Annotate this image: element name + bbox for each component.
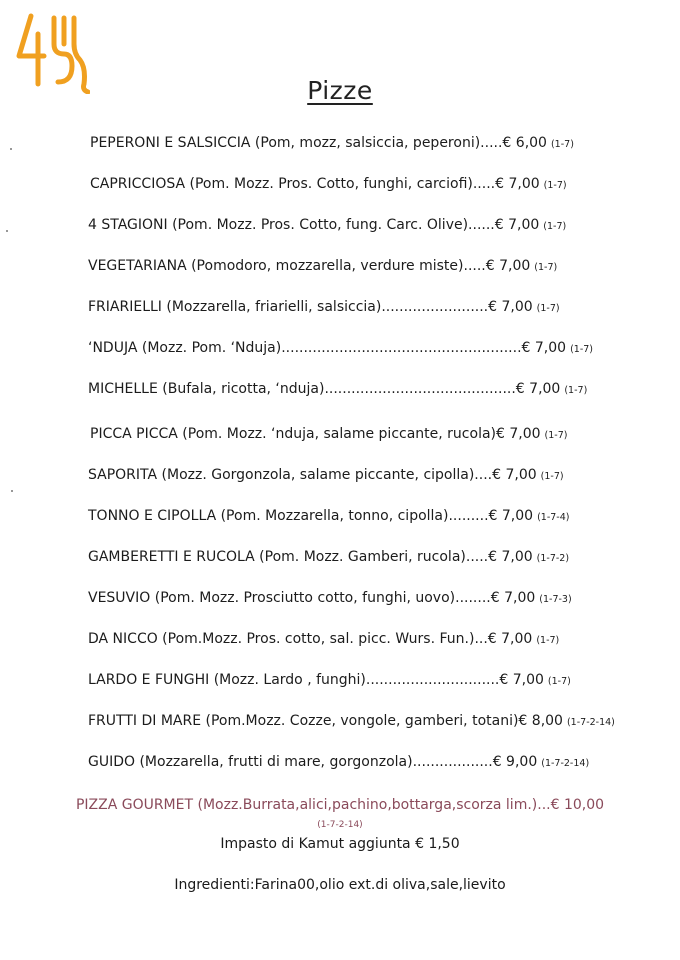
menu-item-allergens: (1-7): [534, 262, 558, 273]
gourmet-allergens: (1-7-2-14): [317, 820, 363, 830]
gourmet-pizza: PIZZA GOURMET (Mozz.Burrata,alici,pachino,bottarga,scorza lim.)...€ 10,00: [75, 797, 605, 813]
menu-item-text: VEGETARIANA (Pomodoro, mozzarella, verdure miste).....€ 7,00: [88, 258, 531, 274]
menu-item: [88, 466, 564, 486]
menu-item-text: SAPORITA (Mozz. Gorgonzola, salame piccante, cipolla)....€ 7,00: [88, 467, 537, 483]
menu-item-text: GAMBERETTI E RUCOLA (Pom. Mozz. Gamberi, rucola).....€ 7,00: [88, 549, 533, 565]
menu-item-allergens: (1-7-2): [536, 553, 570, 564]
menu-item-text: PEPERONI E SALSICCIA (Pom, mozz, salsiccia, peperoni).....€ 6,00: [90, 135, 547, 151]
menu-item: [88, 380, 587, 400]
menu-item-text: TONNO E CIPOLLA (Pom. Mozzarella, tonno, cipolla).........€ 7,00: [88, 508, 534, 524]
menu-item-text: ‘NDUJA (Mozz. Pom. ‘Nduja)......................................................€ 7,00: [88, 340, 567, 356]
menu-item: [88, 589, 572, 609]
menu-item: [90, 425, 567, 445]
menu-item-allergens: (1-7): [540, 471, 564, 482]
menu-item-allergens: (1-7): [547, 676, 571, 687]
menu-item-text: GUIDO (Mozzarella, frutti di mare, gorgonzola)..................€ 9,00: [88, 754, 538, 770]
menu-item-allergens: (1-7): [570, 344, 594, 355]
menu-item: [90, 134, 574, 154]
menu-item-allergens: (1-7-2-14): [566, 717, 615, 728]
menu-item-text: LARDO E FUNGHI (Mozz. Lardo , funghi)..............................€ 7,00: [88, 672, 544, 688]
menu-item-allergens: (1-7-3): [539, 594, 572, 605]
menu-item: [88, 216, 566, 236]
menu-item-allergens: (1-7): [544, 430, 568, 441]
menu-item: [88, 753, 589, 773]
menu-item-text: DA NICCO (Pom.Mozz. Pros. cotto, sal. picc. Wurs. Fun.)...€ 7,00: [88, 631, 533, 647]
menu-item-text: MICHELLE (Bufala, ricotta, ‘nduja)...........................................€ 7,00: [88, 381, 561, 397]
menu-item-allergens: (1-7): [536, 303, 560, 314]
menu-item-text: FRUTTI DI MARE (Pom.Mozz. Cozze, vongole, gamberi, totani)€ 8,00: [88, 713, 563, 729]
menu-item: [88, 548, 569, 568]
menu-item-text: 4 STAGIONI (Pom. Mozz. Pros. Cotto, fung. Carc. Olive)......€ 7,00: [88, 217, 540, 233]
menu-item: [88, 507, 569, 527]
menu-item-allergens: (1-7): [543, 180, 567, 191]
menu-item: [88, 671, 571, 691]
kamut-note: Impasto di Kamut aggiunta € 1,50: [220, 836, 460, 852]
menu-item: [88, 712, 615, 732]
menu-item-allergens: (1-7): [543, 221, 567, 232]
menu-item-text: FRIARIELLI (Mozzarella, friarielli, salsiccia)........................€ 7,00: [88, 299, 533, 315]
menu-item: [88, 630, 559, 650]
menu-item-allergens: (1-7): [536, 635, 560, 646]
menu-item-text: VESUVIO (Pom. Mozz. Prosciutto cotto, funghi, uovo)........€ 7,00: [88, 590, 536, 606]
menu-item: [88, 339, 593, 359]
menu-item-allergens: (1-7-2-14): [541, 758, 590, 769]
menu-item: [88, 298, 560, 318]
menu-item-allergens: (1-7): [564, 385, 588, 396]
menu-item-text: CAPRICCIOSA (Pom. Mozz. Pros. Cotto, funghi, carciofi).....€ 7,00: [90, 176, 540, 192]
menu-item: [88, 257, 557, 277]
menu-item-allergens: (1-7-4): [537, 512, 570, 523]
page-title: Pizze: [307, 76, 373, 105]
menu-item: [90, 175, 567, 195]
menu-item-allergens: (1-7): [550, 139, 574, 150]
menu-item-text: PICCA PICCA (Pom. Mozz. ‘nduja, salame piccante, rucola)€ 7,00: [90, 426, 541, 442]
ingredients-note: Ingredienti:Farina00,olio ext.di oliva,sale,lievito: [174, 877, 506, 893]
